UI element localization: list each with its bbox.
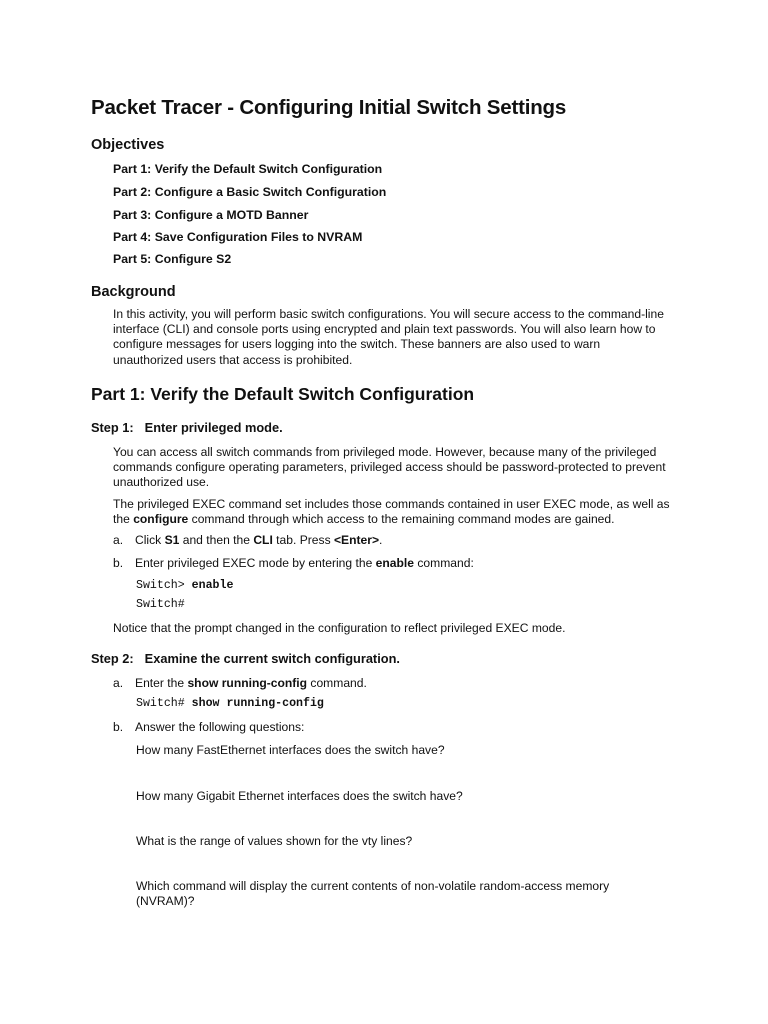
text-run: command through which access to the remaining command modes are gained. [188, 512, 615, 527]
step1-item-b [113, 556, 474, 570]
objective-item: Part 5: Configure S2 [113, 252, 232, 266]
text-run: The privileged EXEC command set includes those commands contained in user EXEC mode, as well as the [113, 497, 670, 527]
device-name: S1 [164, 533, 180, 547]
cli-command: show running-config [191, 697, 324, 710]
key-name: <Enter> [333, 533, 380, 547]
text-run: tab. Press [272, 533, 334, 547]
step1-paragraph: You can access all switch commands from privileged mode. However, because many of the privileged commands configure operating parameters, privileged access should be password-protected to prevent unauthorized use. [113, 445, 666, 490]
list-marker: b. [113, 556, 124, 570]
tab-name: CLI [253, 533, 273, 547]
part1-heading: Part 1: Verify the Default Switch Configuration [91, 384, 475, 404]
question: How many FastEthernet interfaces does the switch have? [136, 743, 445, 757]
background-paragraph: In this activity, you will perform basic switch configurations. You will secure access to the command-line interface (CLI) and console ports using encrypted and plain text passwords. You will also learn how to configure messages for users logging into the switch. These banners are also used to warn unauthorized users that access is prohibited. [113, 307, 664, 367]
command-keyword: enable [375, 556, 414, 570]
cli-prompt: Switch# [136, 697, 192, 710]
list-marker: a. [113, 533, 124, 547]
command-keyword: show running-config [187, 676, 308, 690]
objective-item: Part 2: Configure a Basic Switch Configuration [113, 185, 387, 199]
step2-item-b [113, 720, 304, 734]
step2-heading [91, 651, 400, 666]
step2-label: Step 2: [91, 651, 134, 666]
text-run: Enter the [135, 676, 188, 690]
notice-paragraph: Notice that the prompt changed in the configuration to reflect privileged EXEC mode. [113, 621, 566, 635]
step2-title: Examine the current switch configuration. [144, 651, 400, 666]
cli-command: enable [191, 579, 234, 592]
objectives-heading: Objectives [91, 137, 165, 153]
text-run: Click [135, 533, 165, 547]
text-run: command: [414, 556, 474, 570]
code-line [136, 579, 233, 592]
text-run: Enter privileged EXEC mode by entering the [135, 556, 376, 570]
text-run: Answer the following questions: [135, 720, 305, 734]
step1-title: Enter privileged mode. [144, 420, 283, 435]
page-title: Packet Tracer - Configuring Initial Switch Settings [91, 96, 567, 119]
step2-item-a [113, 676, 367, 690]
objective-item: Part 1: Verify the Default Switch Configuration [113, 162, 383, 176]
question: What is the range of values shown for the vty lines? [136, 834, 413, 848]
objective-item: Part 3: Configure a MOTD Banner [113, 208, 309, 222]
question: How many Gigabit Ethernet interfaces does the switch have? [136, 789, 463, 803]
code-line [136, 697, 324, 710]
question: Which command will display the current contents of non-volatile random-access memory (NVRAM)? [136, 879, 610, 909]
background-heading: Background [91, 284, 176, 300]
text-run: and then the [179, 533, 254, 547]
list-marker: a. [113, 676, 124, 690]
text-run: . [379, 533, 383, 547]
code-line: Switch# [136, 598, 185, 611]
cli-prompt: Switch> [136, 579, 192, 592]
list-marker: b. [113, 720, 124, 734]
step1-label: Step 1: [91, 420, 134, 435]
step1-paragraph-2 [113, 497, 673, 527]
step1-heading [91, 420, 283, 435]
text-run: command. [307, 676, 367, 690]
objective-item: Part 4: Save Configuration Files to NVRAM [113, 230, 363, 244]
command-keyword: configure [133, 512, 189, 527]
step1-item-a [113, 533, 382, 547]
